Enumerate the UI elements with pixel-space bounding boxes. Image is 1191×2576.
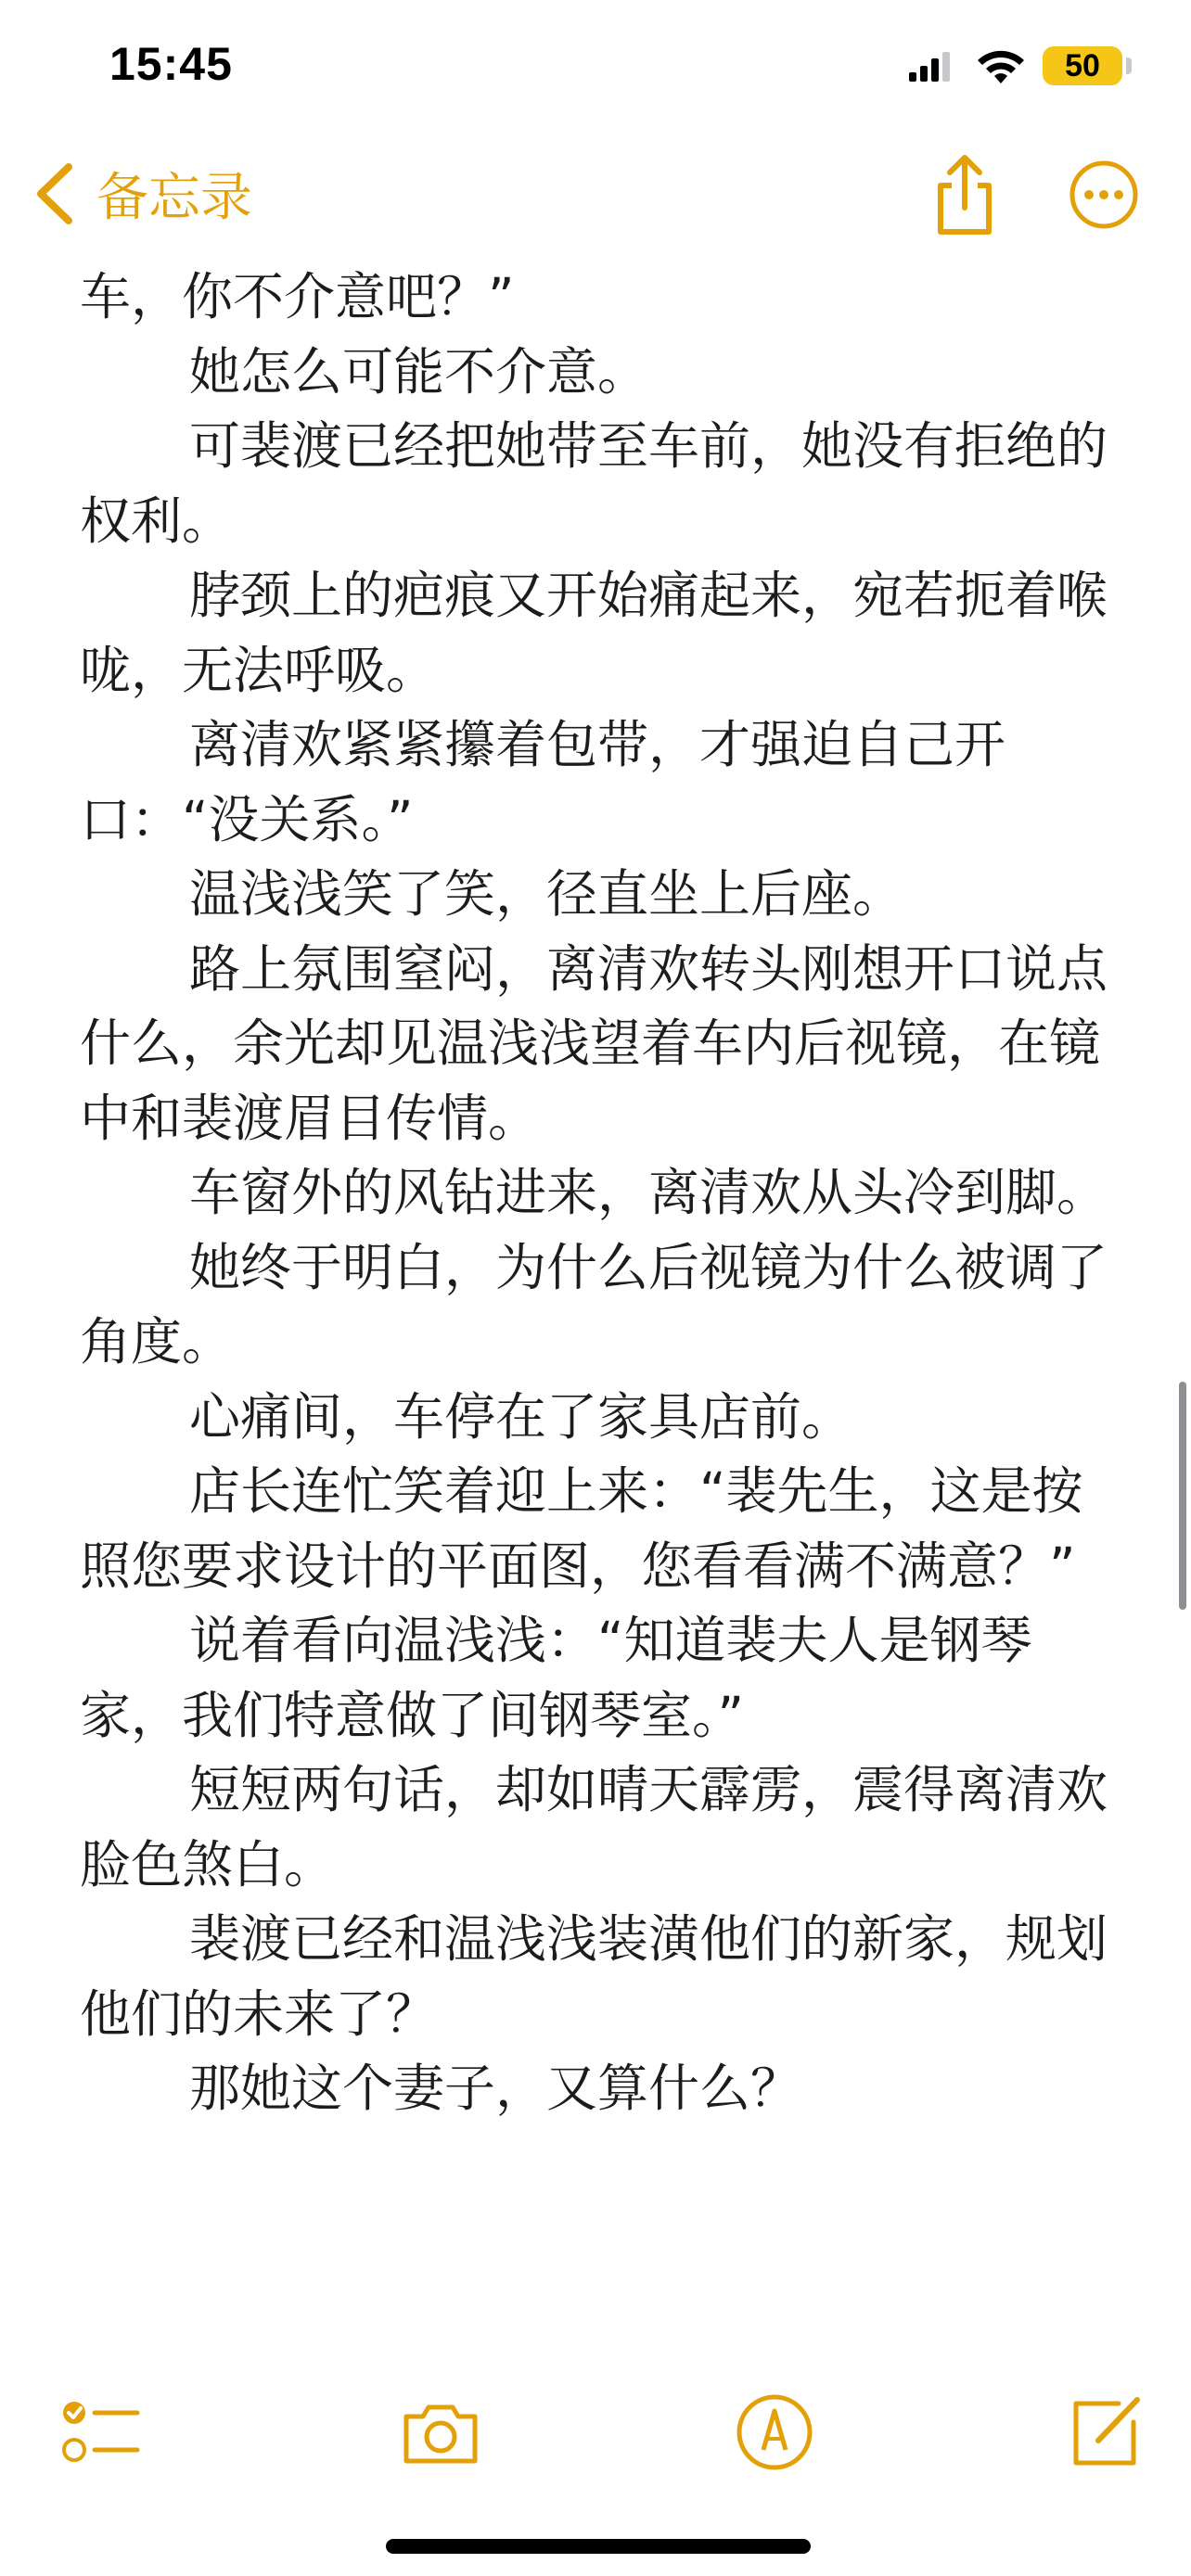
- note-paragraph: 车，你不介意吧？”: [80, 267, 515, 326]
- note-paragraph: 路上氛围窒闷，离清欢转头刚想开口说点什么，余光却见温浅浅望着车内后视镜，在镜中和裴渡眉目传情。: [80, 938, 1108, 1148]
- battery-icon: 50: [1043, 46, 1122, 85]
- note-paragraph: 那她这个妻子，又算什么？: [189, 2059, 802, 2118]
- back-label: 备忘录: [96, 168, 252, 228]
- note-paragraph: 离清欢紧紧攥着包带，才强迫自己开口：“没关系。”: [80, 715, 1006, 849]
- note-paragraph: 心痛间，车停在了家具店前。: [189, 1386, 853, 1447]
- compose-icon[interactable]: [1063, 2391, 1146, 2474]
- home-indicator[interactable]: [386, 2539, 811, 2554]
- note-paragraph: 短短两句话，却如晴天霹雳，震得离清欢脸色煞白。: [80, 1760, 1108, 1894]
- share-icon[interactable]: [928, 154, 1002, 237]
- note-paragraph: 脖颈上的疤痕又开始痛起来，宛若扼着喉咙，无法呼吸。: [80, 566, 1108, 700]
- note-paragraph: 说着看向温浅浅：“知道裴夫人是钢琴家，我们特意做了间钢琴室。”: [80, 1611, 1032, 1745]
- battery-cap: [1126, 57, 1132, 74]
- status-bar: [0, 0, 1191, 139]
- status-time: 15:45: [109, 38, 233, 90]
- scrollbar[interactable]: [1179, 1382, 1186, 1610]
- bottom-toolbar: [0, 2374, 1191, 2485]
- chevron-left-icon: [33, 161, 76, 226]
- note-paragraph: 店长连忙笑着迎上来：“裴先生，这是按照您要求设计的平面图，您看看满不满意？”: [80, 1461, 1083, 1596]
- note-paragraph: 车窗外的风钻进来，离清欢从头冷到脚。: [189, 1163, 1108, 1222]
- more-icon[interactable]: [1069, 159, 1139, 230]
- note-paragraph: 她终于明白，为什么后视镜为什么被调了角度。: [80, 1237, 1108, 1371]
- checklist-icon[interactable]: [58, 2391, 141, 2474]
- note-paragraph: 可裴渡已经把她带至车前，她没有拒绝的权利。: [80, 416, 1108, 551]
- markup-icon[interactable]: [733, 2391, 816, 2474]
- note-paragraph: 裴渡已经和温浅浅装潢他们的新家，规划他们的未来了？: [80, 1909, 1108, 2044]
- note-body[interactable]: [80, 260, 1119, 2126]
- signal-icon: [909, 52, 950, 82]
- camera-icon[interactable]: [399, 2391, 482, 2474]
- note-paragraph: 温浅浅笑了笑，径直坐上后座。: [189, 864, 904, 924]
- navigation-bar: [0, 139, 1191, 260]
- back-button[interactable]: [33, 152, 252, 236]
- wifi-icon: [976, 48, 1026, 85]
- note-paragraph: 她怎么可能不介意。: [189, 341, 649, 402]
